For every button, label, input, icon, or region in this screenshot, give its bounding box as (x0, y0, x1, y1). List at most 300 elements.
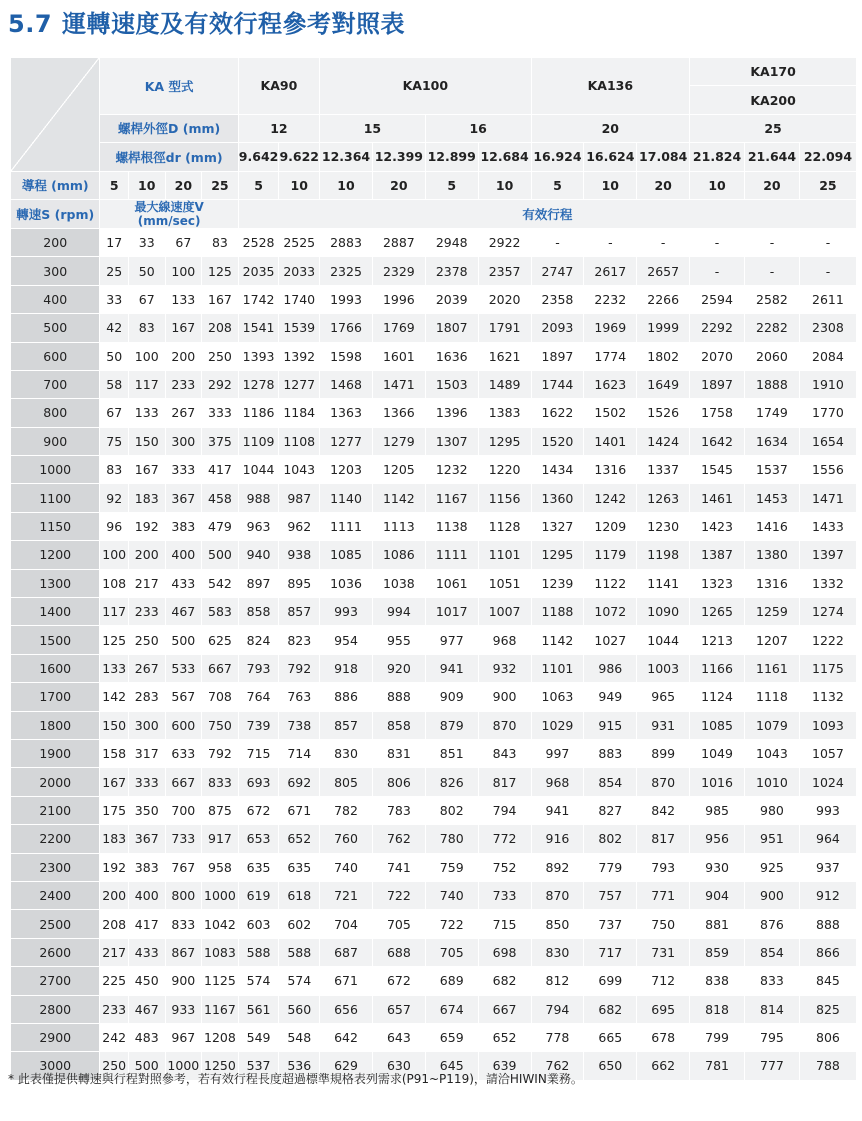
stroke-cell: 949 (584, 683, 637, 711)
stroke-cell: 722 (373, 882, 426, 910)
table-row (11, 343, 857, 371)
stroke-cell: 687 (320, 939, 373, 967)
stroke-cell: 1124 (690, 683, 745, 711)
stroke-cell: 2033 (279, 257, 320, 285)
stroke-cell: 1802 (637, 343, 690, 371)
velocity-cell: 417 (202, 456, 239, 484)
stroke-cell: 705 (373, 910, 426, 938)
velocity-cell: 83 (202, 229, 239, 257)
stroke-cell: 678 (637, 1024, 690, 1052)
velocity-cell: 50 (129, 257, 166, 285)
stroke-cell: 536 (279, 1052, 320, 1080)
stroke-cell: 2020 (479, 286, 532, 314)
stroke-cell: 1622 (532, 399, 585, 427)
stroke-cell: - (745, 229, 800, 257)
velocity-cell: 100 (166, 257, 203, 285)
root-diameter-value: 9.622 (279, 143, 320, 171)
velocity-cell: 1000 (166, 1052, 203, 1080)
velocity-cell: 417 (129, 910, 166, 938)
rpm-cell: 200 (11, 229, 100, 257)
stroke-cell: 693 (239, 768, 280, 796)
stroke-cell: 858 (239, 598, 280, 626)
outer-diameter-value: 25 (690, 115, 857, 143)
velocity-cell: 233 (100, 996, 128, 1024)
stroke-cell: 806 (373, 768, 426, 796)
table-row (11, 626, 857, 654)
velocity-cell: 67 (166, 229, 203, 257)
stroke-cell: 737 (584, 910, 637, 938)
stroke-cell: 1433 (800, 513, 857, 541)
velocity-cell: 158 (100, 740, 128, 768)
table-row (11, 229, 857, 257)
velocity-cell: 117 (100, 598, 128, 626)
model-label: KA 型式 (100, 58, 238, 115)
stroke-cell: 1222 (800, 626, 857, 654)
stroke-cell: 1142 (532, 626, 585, 654)
stroke-cell: 881 (690, 910, 745, 938)
stroke-cell: 1109 (239, 428, 280, 456)
stroke-cell: 931 (637, 712, 690, 740)
stroke-cell: 1203 (320, 456, 373, 484)
stroke-cell: 1007 (479, 598, 532, 626)
velocity-cell: 833 (166, 910, 203, 938)
velocity-cell: 125 (100, 626, 128, 654)
stroke-cell: 2329 (373, 257, 426, 285)
stroke-cell: - (690, 257, 745, 285)
stroke-cell: 629 (320, 1052, 373, 1080)
velocity-cell: 33 (100, 286, 128, 314)
stroke-cell: 1769 (373, 314, 426, 342)
stroke-cell: 920 (373, 655, 426, 683)
stroke-cell: 994 (373, 598, 426, 626)
table-row (11, 797, 857, 825)
stroke-cell: 1113 (373, 513, 426, 541)
stroke-cell: 986 (584, 655, 637, 683)
stroke-cell: 762 (532, 1052, 585, 1080)
table-row (11, 428, 857, 456)
velocity-cell: 233 (129, 598, 166, 626)
stroke-cell: 883 (584, 740, 637, 768)
stroke-cell: 1166 (690, 655, 745, 683)
velocity-cell: 533 (166, 655, 203, 683)
velocity-cell: 1000 (202, 882, 239, 910)
velocity-cell: 175 (100, 797, 128, 825)
stroke-cell: 715 (239, 740, 280, 768)
root-diameter-value: 17.084 (637, 143, 690, 171)
velocity-cell: 58 (100, 371, 128, 399)
stroke-cell: 1122 (584, 570, 637, 598)
stroke-cell: 1016 (690, 768, 745, 796)
stroke-cell: 930 (690, 854, 745, 882)
stroke-cell: 2070 (690, 343, 745, 371)
velocity-cell: 933 (166, 996, 203, 1024)
stroke-cell: 1366 (373, 399, 426, 427)
stroke-cell: 1017 (426, 598, 479, 626)
rpm-cell: 1000 (11, 456, 100, 484)
velocity-cell: 833 (202, 768, 239, 796)
velocity-cell: 167 (100, 768, 128, 796)
stroke-cell: 1545 (690, 456, 745, 484)
stroke-cell: 965 (637, 683, 690, 711)
root-diameter-value: 16.924 (532, 143, 585, 171)
stroke-cell: 818 (690, 996, 745, 1024)
stroke-cell: 1539 (279, 314, 320, 342)
velocity-cell: 433 (166, 570, 203, 598)
stroke-cell: 760 (320, 825, 373, 853)
stroke-cell: 1740 (279, 286, 320, 314)
stroke-cell: 722 (426, 910, 479, 938)
stroke-cell: 1749 (745, 399, 800, 427)
corner-diagonal-cell (11, 58, 100, 172)
outer-diameter-value: 16 (426, 115, 532, 143)
stroke-cell: 619 (239, 882, 280, 910)
velocity-cell: 242 (100, 1024, 128, 1052)
velocity-cell: 108 (100, 570, 128, 598)
stroke-cell: 1654 (800, 428, 857, 456)
velocity-cell: 317 (129, 740, 166, 768)
model-ka90: KA90 (239, 58, 320, 115)
velocity-cell: 83 (129, 314, 166, 342)
stroke-cell: 2266 (637, 286, 690, 314)
stroke-cell: 793 (637, 854, 690, 882)
stroke-cell: 1397 (800, 541, 857, 569)
stroke-cell: 897 (239, 570, 280, 598)
stroke-cell: 817 (637, 825, 690, 853)
stroke-cell: 1766 (320, 314, 373, 342)
stroke-cell: 1423 (690, 513, 745, 541)
stroke-cell: 733 (479, 882, 532, 910)
table-row (11, 882, 857, 910)
root-diameter-value: 21.824 (690, 143, 745, 171)
stroke-cell: 653 (239, 825, 280, 853)
stroke-cell: 1541 (239, 314, 280, 342)
stroke-cell: 843 (479, 740, 532, 768)
velocity-cell: 500 (129, 1052, 166, 1080)
velocity-cell: 600 (166, 712, 203, 740)
table-row (11, 996, 857, 1024)
velocity-cell: 67 (129, 286, 166, 314)
section-title: 運轉速度及有效行程參考對照表 (62, 10, 406, 38)
rpm-cell: 1200 (11, 541, 100, 569)
stroke-cell: 799 (690, 1024, 745, 1052)
stroke-cell: 656 (320, 996, 373, 1024)
velocity-cell: 142 (100, 683, 128, 711)
velocity-cell: 67 (100, 399, 128, 427)
stroke-cell: 778 (532, 1024, 585, 1052)
velocity-cell: 900 (166, 967, 203, 995)
stroke-cell: 752 (479, 854, 532, 882)
table-row (11, 314, 857, 342)
stroke-cell: - (690, 229, 745, 257)
stroke-cell: 1502 (584, 399, 637, 427)
stroke-cell: 1156 (479, 484, 532, 512)
stroke-cell: 1043 (745, 740, 800, 768)
stroke-cell: 962 (279, 513, 320, 541)
table-row (11, 541, 857, 569)
stroke-cell: 1278 (239, 371, 280, 399)
stroke-cell: 806 (800, 1024, 857, 1052)
rpm-cell: 900 (11, 428, 100, 456)
velocity-cell: 217 (129, 570, 166, 598)
max-velocity-title: 最大線速度V (134, 199, 204, 214)
stroke-cell: 1392 (279, 343, 320, 371)
stroke-cell: 1323 (690, 570, 745, 598)
stroke-cell: 1758 (690, 399, 745, 427)
stroke-cell: 657 (373, 996, 426, 1024)
table-row (11, 484, 857, 512)
stroke-cell: 1416 (745, 513, 800, 541)
stroke-cell: 954 (320, 626, 373, 654)
velocity-cell: 367 (166, 484, 203, 512)
stroke-cell: 1888 (745, 371, 800, 399)
velocity-cell: 433 (129, 939, 166, 967)
root-diameter-value: 12.364 (320, 143, 373, 171)
stroke-cell: 783 (373, 797, 426, 825)
root-diameter-value: 12.684 (479, 143, 532, 171)
stroke-cell: 1295 (479, 428, 532, 456)
stroke-cell: 1010 (745, 768, 800, 796)
root-diameter-value: 16.624 (584, 143, 637, 171)
stroke-cell: 672 (373, 967, 426, 995)
stroke-cell: 705 (426, 939, 479, 967)
rpm-cell: 2900 (11, 1024, 100, 1052)
stroke-cell: 827 (584, 797, 637, 825)
lead-value: 10 (129, 172, 166, 200)
stroke-cell: 1453 (745, 484, 800, 512)
velocity-cell: 33 (129, 229, 166, 257)
stroke-cell: 1198 (637, 541, 690, 569)
page-title (8, 4, 405, 39)
stroke-cell: 858 (373, 712, 426, 740)
velocity-cell: 450 (129, 967, 166, 995)
stroke-cell: 1503 (426, 371, 479, 399)
stroke-cell: 2883 (320, 229, 373, 257)
model-ka100: KA100 (320, 58, 531, 115)
velocity-cell: 667 (202, 655, 239, 683)
stroke-cell: 987 (279, 484, 320, 512)
rpm-cell: 3000 (11, 1052, 100, 1080)
stroke-cell: 1085 (320, 541, 373, 569)
velocity-cell: 200 (100, 882, 128, 910)
model-ka200: KA200 (690, 86, 857, 114)
stroke-cell: 721 (320, 882, 373, 910)
outer-diameter-label: 螺桿外徑D (mm) (100, 115, 238, 143)
stroke-cell: 1205 (373, 456, 426, 484)
velocity-cell: 250 (100, 1052, 128, 1080)
velocity-cell: 567 (166, 683, 203, 711)
stroke-cell: 1897 (690, 371, 745, 399)
stroke-cell: 802 (584, 825, 637, 853)
rpm-cell: 2200 (11, 825, 100, 853)
stroke-cell: 916 (532, 825, 585, 853)
stroke-cell: 643 (373, 1024, 426, 1052)
lead-value: 20 (166, 172, 203, 200)
rpm-cell: 1500 (11, 626, 100, 654)
stroke-cell: 925 (745, 854, 800, 882)
stroke-cell: 738 (279, 712, 320, 740)
stroke-cell: 1621 (479, 343, 532, 371)
stroke-cell: - (584, 229, 637, 257)
stroke-cell: 1742 (239, 286, 280, 314)
velocity-cell: 133 (100, 655, 128, 683)
stroke-cell: 1186 (239, 399, 280, 427)
stroke-cell: 1090 (637, 598, 690, 626)
lead-value: 20 (745, 172, 800, 200)
stroke-cell: 1744 (532, 371, 585, 399)
stroke-cell: 1188 (532, 598, 585, 626)
stroke-cell: 1140 (320, 484, 373, 512)
stroke-cell: 781 (690, 1052, 745, 1080)
rpm-cell: 2800 (11, 996, 100, 1024)
stroke-cell: 2525 (279, 229, 320, 257)
stroke-cell: 1029 (532, 712, 585, 740)
stroke-cell: 1230 (637, 513, 690, 541)
stroke-cell: 2948 (426, 229, 479, 257)
stroke-cell: 1044 (239, 456, 280, 484)
stroke-cell: 892 (532, 854, 585, 882)
rpm-cell: 2300 (11, 854, 100, 882)
stroke-cell: 1118 (745, 683, 800, 711)
velocity-cell: 100 (100, 541, 128, 569)
stroke-cell: 870 (479, 712, 532, 740)
stroke-cell: 750 (637, 910, 690, 938)
stroke-cell: 1897 (532, 343, 585, 371)
table-row (11, 854, 857, 882)
stroke-cell: 740 (426, 882, 479, 910)
stroke-cell: 938 (279, 541, 320, 569)
velocity-cell: 200 (129, 541, 166, 569)
stroke-cell: 997 (532, 740, 585, 768)
stroke-cell: 1027 (584, 626, 637, 654)
stroke-cell: 1036 (320, 570, 373, 598)
rpm-cell: 2600 (11, 939, 100, 967)
max-velocity-unit: (mm/sec) (137, 213, 201, 228)
stroke-cell: 1093 (800, 712, 857, 740)
velocity-cell: 875 (202, 797, 239, 825)
stroke-cell: 980 (745, 797, 800, 825)
velocity-cell: 83 (100, 456, 128, 484)
stroke-cell: 1649 (637, 371, 690, 399)
stroke-cell: 956 (690, 825, 745, 853)
stroke-cell: 1434 (532, 456, 585, 484)
stroke-cell: 1380 (745, 541, 800, 569)
stroke-cell: - (800, 229, 857, 257)
stroke-cell: 2308 (800, 314, 857, 342)
root-diameter-label: 螺桿根徑dr (mm) (100, 143, 238, 171)
rpm-cell: 500 (11, 314, 100, 342)
stroke-cell: 2292 (690, 314, 745, 342)
stroke-cell: 1791 (479, 314, 532, 342)
stroke-cell: 731 (637, 939, 690, 967)
stroke-cell: - (637, 229, 690, 257)
stroke-cell: 895 (279, 570, 320, 598)
stroke-cell: 1265 (690, 598, 745, 626)
stroke-cell: 1051 (479, 570, 532, 598)
velocity-cell: 1083 (202, 939, 239, 967)
stroke-cell: 795 (745, 1024, 800, 1052)
stroke-cell: 968 (532, 768, 585, 796)
stroke-cell: 963 (239, 513, 280, 541)
stroke-cell: 845 (800, 967, 857, 995)
stroke-cell: 1277 (279, 371, 320, 399)
stroke-cell: 688 (373, 939, 426, 967)
stroke-cell: 645 (426, 1052, 479, 1080)
velocity-cell: 383 (129, 854, 166, 882)
model-ka136: KA136 (532, 58, 691, 115)
stroke-cell: 549 (239, 1024, 280, 1052)
velocity-cell: 250 (202, 343, 239, 371)
stroke-cell: 968 (479, 626, 532, 654)
stroke-cell: 912 (800, 882, 857, 910)
stroke-cell: 904 (690, 882, 745, 910)
stroke-cell: 812 (532, 967, 585, 995)
stroke-cell: 714 (279, 740, 320, 768)
stroke-cell: 548 (279, 1024, 320, 1052)
footnote: * 此表僅提供轉速與行程對照參考，若有效行程長度超過標準規格表列需求(P91~P119)，請洽HIWIN業務。 (8, 1072, 583, 1086)
stroke-cell: 1024 (800, 768, 857, 796)
stroke-cell: 1044 (637, 626, 690, 654)
stroke-cell: 763 (279, 683, 320, 711)
stroke-cell: 831 (373, 740, 426, 768)
velocity-cell: 792 (202, 740, 239, 768)
stroke-cell: 1537 (745, 456, 800, 484)
velocity-cell: 1125 (202, 967, 239, 995)
stroke-cell: 1242 (584, 484, 637, 512)
stroke-cell: 771 (637, 882, 690, 910)
velocity-cell: 625 (202, 626, 239, 654)
rpm-cell: 2100 (11, 797, 100, 825)
velocity-cell: 383 (166, 513, 203, 541)
stroke-cell: 1161 (745, 655, 800, 683)
stroke-cell: 1263 (637, 484, 690, 512)
stroke-cell: 826 (426, 768, 479, 796)
stroke-cell: 1101 (532, 655, 585, 683)
table-row (11, 825, 857, 853)
rpm-cell: 1400 (11, 598, 100, 626)
stroke-cell: 842 (637, 797, 690, 825)
stroke-cell: 2039 (426, 286, 479, 314)
stroke-cell: 1207 (745, 626, 800, 654)
stroke-cell: 824 (239, 626, 280, 654)
stroke-cell: 1063 (532, 683, 585, 711)
stroke-cell: 1337 (637, 456, 690, 484)
stroke-cell: 1038 (373, 570, 426, 598)
velocity-cell: 708 (202, 683, 239, 711)
stroke-cell: 830 (320, 740, 373, 768)
stroke-cell: 630 (373, 1052, 426, 1080)
table-row (11, 740, 857, 768)
stroke-cell: 665 (584, 1024, 637, 1052)
stroke-cell: 618 (279, 882, 320, 910)
stroke-cell: 682 (479, 967, 532, 995)
stroke-cell: 870 (637, 768, 690, 796)
table-row (11, 513, 857, 541)
stroke-cell: 682 (584, 996, 637, 1024)
stroke-cell: 1461 (690, 484, 745, 512)
stroke-cell: 1175 (800, 655, 857, 683)
velocity-cell: 1250 (202, 1052, 239, 1080)
velocity-cell: 375 (202, 428, 239, 456)
stroke-cell: 762 (373, 825, 426, 853)
stroke-cell: - (745, 257, 800, 285)
stroke-cell: 1424 (637, 428, 690, 456)
stroke-cell: 635 (239, 854, 280, 882)
model-ka170: KA170 (690, 58, 857, 86)
table-row (11, 371, 857, 399)
stroke-cell: 1128 (479, 513, 532, 541)
stroke-cell: 671 (279, 797, 320, 825)
rpm-cell: 1900 (11, 740, 100, 768)
